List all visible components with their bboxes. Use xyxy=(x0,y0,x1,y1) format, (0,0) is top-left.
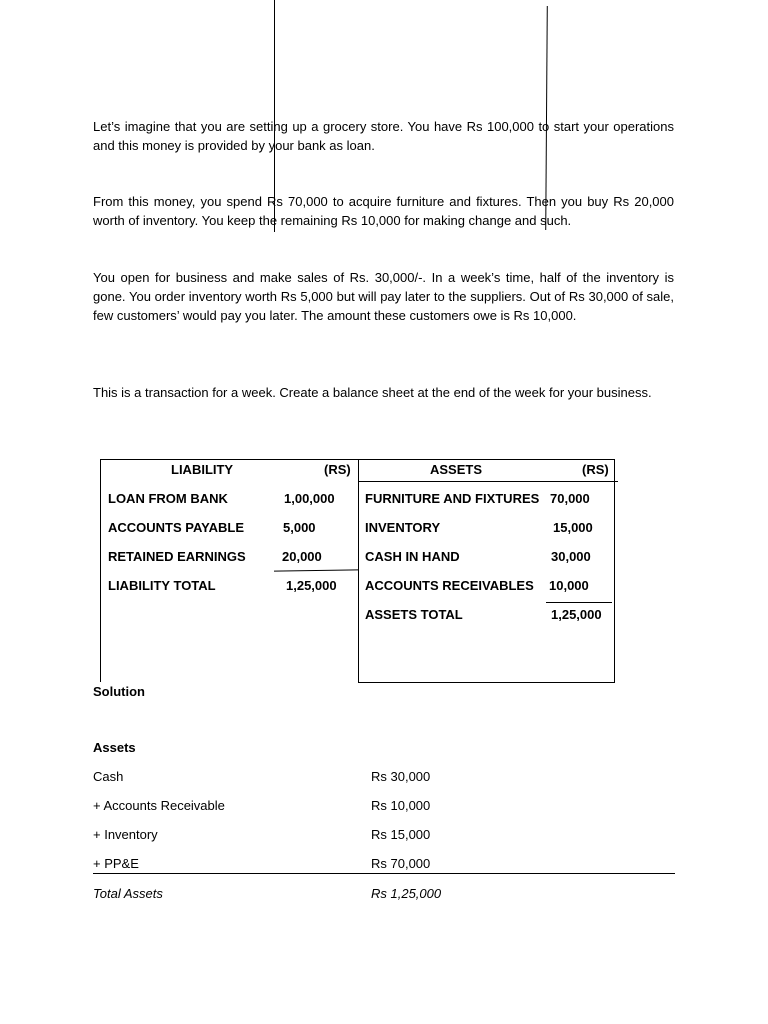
total-assets-value: Rs 1,25,000 xyxy=(371,886,442,901)
assets-box-bottom-border xyxy=(358,682,615,683)
liability-value: 20,000 xyxy=(282,549,322,564)
asset-label: ACCOUNTS RECEIVABLES xyxy=(365,578,534,593)
liability-label: ACCOUNTS PAYABLE xyxy=(108,520,245,535)
solution-row-label: + Accounts Receivable xyxy=(93,798,225,813)
solution-row-value: Rs 10,000 xyxy=(371,798,431,813)
asset-label: CASH IN HAND xyxy=(365,549,460,564)
liability-header: LIABILITY xyxy=(171,462,234,477)
liability-label: RETAINED EARNINGS xyxy=(108,549,246,564)
asset-value: 30,000 xyxy=(551,549,591,564)
solution-row-value: Rs 15,000 xyxy=(371,827,431,842)
paragraph-sales: You open for business and make sales of Rs. 30,000/-. In a week’s time, half of the inventory is gone. You order inventory worth Rs 5,000 but will pay later to the suppliers. Out of Rs 30,000 of sale, few customers’ would pay you later. The amount these customers owe is Rs 10,000. xyxy=(93,270,674,323)
assets-unit-header: (RS) xyxy=(582,462,609,477)
solution-row-label: + PP&E xyxy=(93,856,139,871)
asset-label: INVENTORY xyxy=(365,520,441,535)
asset-value: 15,000 xyxy=(553,520,593,535)
total-assets-label: Total Assets xyxy=(93,886,163,901)
assets-total-rule xyxy=(546,602,612,603)
assets-header: ASSETS xyxy=(430,462,483,477)
liability-total-label: LIABILITY TOTAL xyxy=(108,578,216,593)
assets-total-value: 1,25,000 xyxy=(551,607,602,622)
paragraph-intro: Let’s imagine that you are setting up a grocery store. You have Rs 100,000 to start your operations and this money is provided by your bank as loan. xyxy=(93,119,674,153)
assets-subheading: Assets xyxy=(93,740,136,755)
table-right-border xyxy=(614,459,615,683)
solution-total-rule xyxy=(93,873,675,874)
paragraph-task: This is a transaction for a week. Create a balance sheet at the end of the week for your business. xyxy=(93,385,652,400)
liability-value: 5,000 xyxy=(283,520,316,535)
table-middle-border xyxy=(358,459,359,683)
liability-total-value: 1,25,000 xyxy=(286,578,337,593)
assets-total-label: ASSETS TOTAL xyxy=(365,607,463,622)
table-left-border xyxy=(100,459,101,682)
asset-value: 70,000 xyxy=(550,491,590,506)
asset-value: 10,000 xyxy=(549,578,589,593)
paragraph-spending: From this money, you spend Rs 70,000 to acquire furniture and fixtures. Then you buy Rs 20,000 worth of inventory. You keep the remaining Rs 10,000 for making change and such. xyxy=(93,194,674,228)
liability-total-rule xyxy=(274,569,358,571)
solution-row-value: Rs 70,000 xyxy=(371,856,431,871)
table-header-underline xyxy=(358,481,618,482)
liability-label: LOAN FROM BANK xyxy=(108,491,228,506)
solution-heading: Solution xyxy=(93,684,145,699)
liability-unit-header: (RS) xyxy=(324,462,351,477)
asset-label: FURNITURE AND FIXTURES xyxy=(365,491,540,506)
solution-row-label: Cash xyxy=(93,769,124,784)
solution-row-value: Rs 30,000 xyxy=(371,769,431,784)
solution-row-label: + Inventory xyxy=(93,827,158,842)
liability-value: 1,00,000 xyxy=(284,491,335,506)
